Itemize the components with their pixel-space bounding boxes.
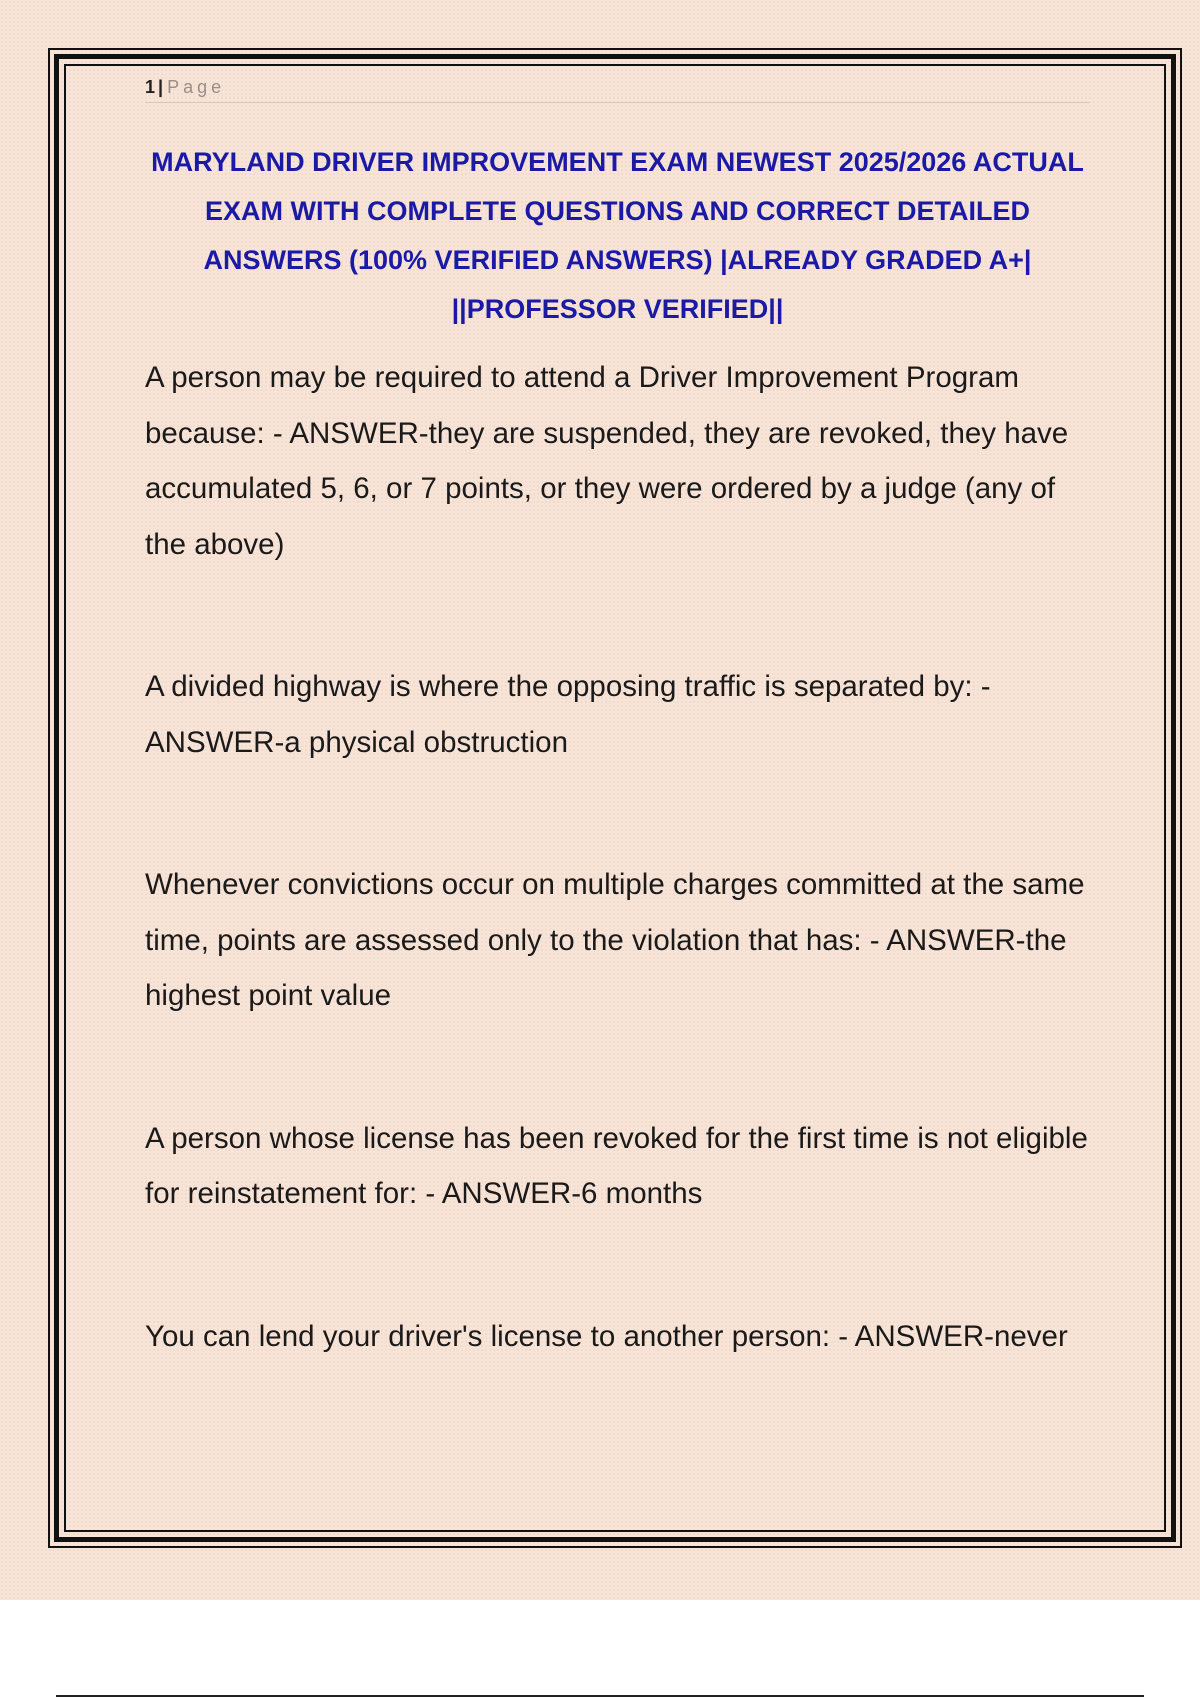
footer-divider xyxy=(56,1695,1144,1697)
question-item: A person may be required to attend a Driver Improvement Program because: - ANSWER-they are suspended, they are revoked, they have accumulated 5, 6, or 7 points, or they were ordered by a judge (any of the above) xyxy=(145,361,1069,561)
page-number: 1 xyxy=(145,77,156,97)
document-title: MARYLAND DRIVER IMPROVEMENT EXAM NEWEST 2025/2026 ACTUAL EXAM WITH COMPLETE QUESTIONS AND CORRECT DETAILED ANSWERS (100% VERIFIED ANSWERS) |ALREADY GRADED A+| ||PROFESSOR VERIFIED|| xyxy=(151,147,1084,324)
question-item: A divided highway is where the opposing traffic is separated by: - ANSWER-a physical obstruction xyxy=(145,670,991,759)
page-header xyxy=(145,72,1090,103)
page-label: Page xyxy=(167,77,226,97)
question-item: A person whose license has been revoked for the first time is not eligible for reinstatement for: - ANSWER-6 months xyxy=(145,1121,1088,1210)
page-header-separator: | xyxy=(158,77,164,97)
question-list xyxy=(145,350,1095,1451)
question-item: You can lend your driver's license to another person: - ANSWER-never xyxy=(145,1319,1068,1353)
question-item: Whenever convictions occur on multiple charges committed at the same time, points are assessed only to the violation that has: - ANSWER-the highest point value xyxy=(145,868,1085,1012)
